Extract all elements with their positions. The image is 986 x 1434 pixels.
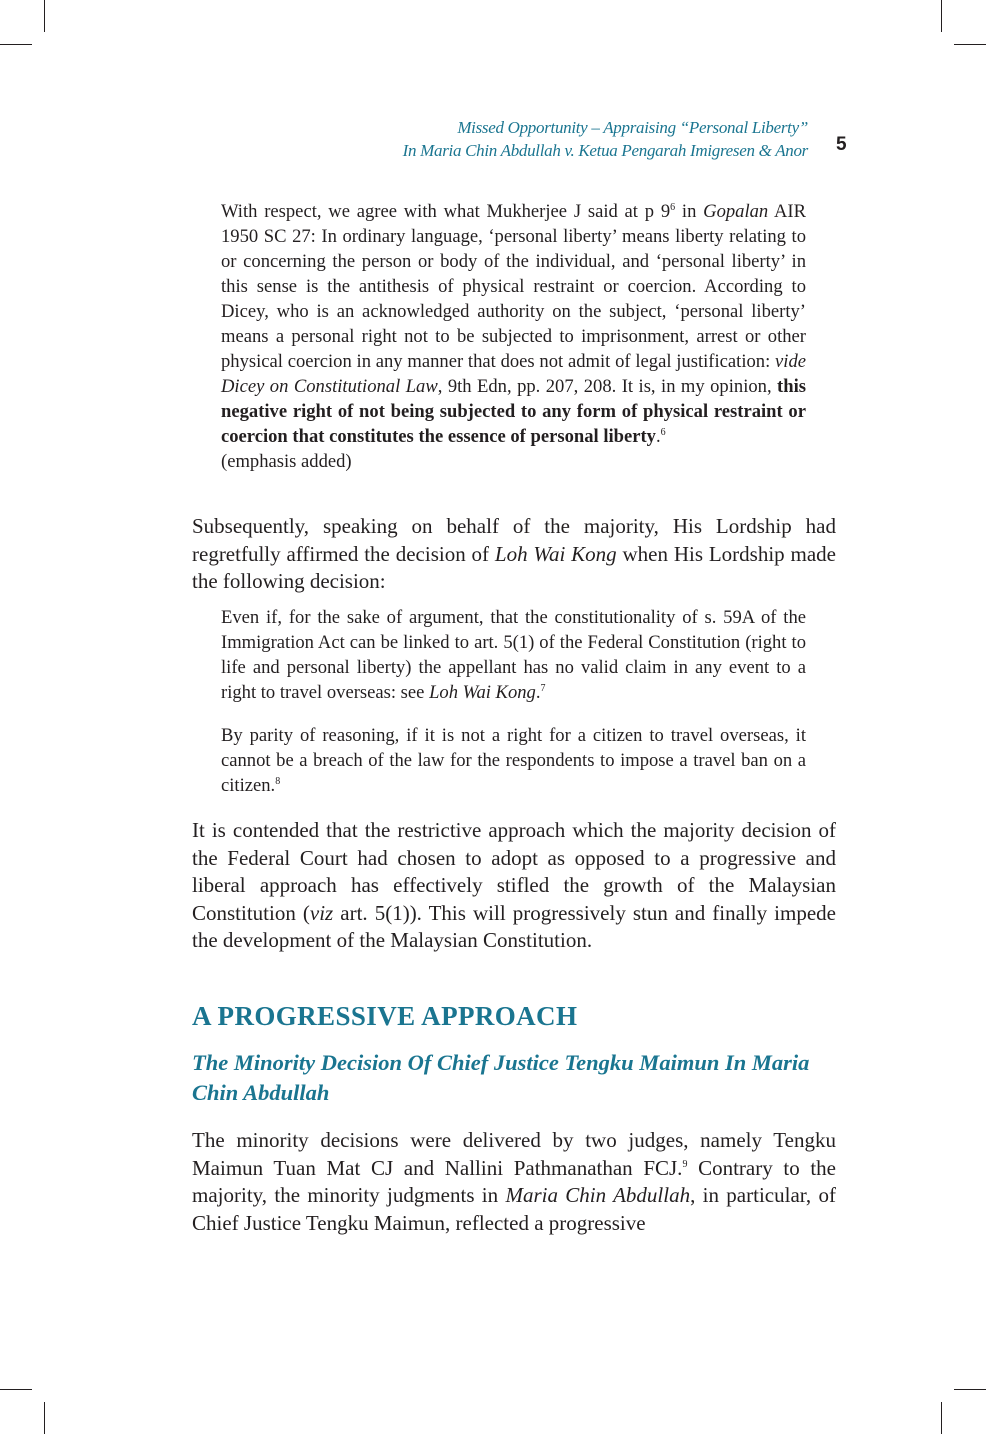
paragraph-text: when His Lordship made the following decision: <box>192 541 837 593</box>
footnote-ref: 7 <box>540 682 546 694</box>
crop-mark <box>954 44 986 45</box>
paragraph-text: Contrary to the majority, the minority judgments in <box>192 1155 837 1207</box>
emphasis-note: (emphasis added) <box>221 451 352 472</box>
page-number: 5 <box>836 134 847 155</box>
case-name: Loh Wai Kong <box>494 541 617 566</box>
quote-text: . <box>655 426 661 447</box>
crop-mark <box>44 1402 45 1434</box>
latin-term: viz <box>309 900 334 925</box>
crop-mark <box>941 1402 942 1434</box>
crop-mark <box>954 1389 986 1390</box>
block-quote-gopalan <box>221 199 806 474</box>
body-paragraph <box>192 817 836 955</box>
quote-text: , 9th Edn, pp. 207, 208. It is, in my opinion, <box>437 376 778 397</box>
crop-mark <box>0 44 32 45</box>
emphasized-text: this negative right of not being subjected to any form of physical restraint or coercion that constitutes the essence of personal liberty <box>221 376 806 447</box>
quote-text: . <box>535 682 541 703</box>
section-heading: A PROGRESSIVE APPROACH <box>192 1001 578 1031</box>
block-quote-loh-wai-kong <box>221 605 806 705</box>
body-paragraph <box>192 1127 836 1237</box>
paragraph-text: The minority decisions were delivered by two judges, namely Tengku Maimun Tuan Mat CJ and Nallini Pathmanathan FCJ. <box>192 1128 836 1180</box>
block-quote-parity <box>221 723 806 798</box>
footnote-ref: 6 <box>660 426 666 438</box>
crop-mark <box>44 0 45 32</box>
footnote-ref: 8 <box>275 775 281 787</box>
case-name: Maria Chin Abdullah <box>505 1183 691 1207</box>
quote-text: With respect, we agree with what Mukherjee J said at p 9 <box>221 201 671 222</box>
paragraph-text: It is contended that the restrictive approach which the majority decision of the Federal Court had chosen to adopt as opposed to a progressive and liberal approach has effectively stifled the growth of the Malaysian Constitution ( <box>192 818 836 925</box>
paragraph-text: Subsequently, speaking on behalf of the majority, His Lordship had regretfully affirmed the decision of <box>192 514 836 566</box>
case-name: Gopalan <box>703 201 769 222</box>
body-paragraph <box>192 513 836 596</box>
quote-text: AIR 1950 SC 27: In ordinary language, ‘personal liberty’ means liberty relating to or concerning the person or body of the individual, and ‘personal liberty’ in this sense is the antithesis of physical restraint or coercion. According to Dicey, who is an acknowledged authority on the subject, ‘personal liberty’ means a personal right not to be subjected to imprisonment, arrest or other physical coercion in any manner that does not admit of legal justification: <box>221 201 806 372</box>
crop-mark <box>0 1389 32 1390</box>
paragraph-text: , in particular, of Chief Justice Tengku Maimun, reflected a progressive <box>192 1183 836 1235</box>
quote-text: By parity of reasoning, if it is not a right for a citizen to travel overseas, it cannot be a breach of the law for the respondents to impose a travel ban on a citizen. <box>221 725 806 796</box>
sub-heading: The Minority Decision Of Chief Justice Tengku Maimun In Maria Chin Abdullah <box>192 1050 810 1105</box>
running-head-line1: Missed Opportunity – Appraising “Personal Liberty” <box>457 118 808 137</box>
quote-text: Even if, for the sake of argument, that the constitutionality of s. 59A of the Immigration Act can be linked to art. 5(1) of the Federal Constitution (right to life and personal liberty) the appellant has no valid claim in any event to a right to travel overseas: see <box>221 607 806 703</box>
crop-mark <box>941 0 942 32</box>
footnote-ref: 9 <box>682 1158 688 1170</box>
citation: vide Dicey on Constitutional Law <box>221 351 806 397</box>
running-head <box>248 116 808 162</box>
case-name: Loh Wai Kong <box>429 682 536 703</box>
footnote-ref: 6 <box>670 201 676 213</box>
quote-text: in <box>675 201 704 222</box>
paragraph-text: art. 5(1)). This will progressively stun and finally impede the development of the Malaysian Constitution. <box>192 900 836 952</box>
running-head-line2: In Maria Chin Abdullah v. Ketua Pengarah Imigresen & Anor <box>402 141 808 160</box>
